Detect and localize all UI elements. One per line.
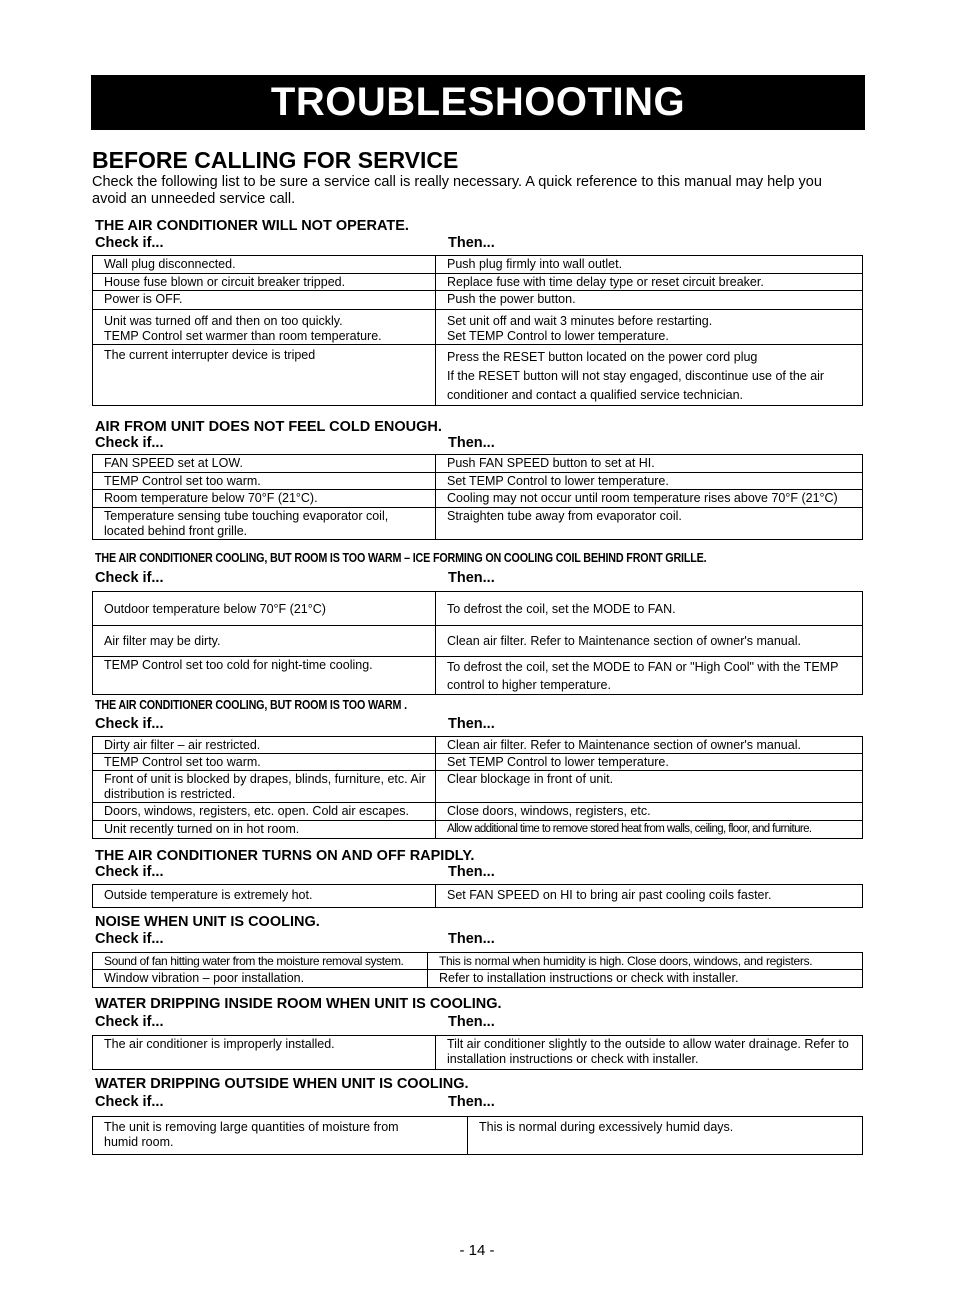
then-cell: Set TEMP Control to lower temperature. — [436, 754, 863, 771]
troubleshooting-table — [92, 952, 863, 988]
page-banner: TROUBLESHOOTING — [91, 75, 865, 130]
check-cell: Outdoor temperature below 70°F (21°C) — [93, 592, 436, 626]
then-header: Then... — [448, 570, 495, 586]
then-cell: Press the RESET button located on the power cord plug If the RESET button will not stay engaged, discontinue use of the air conditioner and contact a qualified service technician. — [436, 345, 863, 406]
section-title: WATER DRIPPING INSIDE ROOM WHEN UNIT IS COOLING. — [95, 996, 502, 1012]
then-cell: Push FAN SPEED button to set at HI. — [436, 455, 863, 473]
check-cell: The air conditioner is improperly installed. — [93, 1036, 436, 1070]
then-header: Then... — [448, 716, 495, 732]
check-cell: Sound of fan hitting water from the moisture removal system. — [93, 953, 428, 970]
check-cell: The current interrupter device is triped — [93, 345, 436, 406]
check-cell: Temperature sensing tube touching evaporator coil, located behind front grille. — [93, 508, 436, 540]
then-cell: Refer to installation instructions or check with installer. — [428, 970, 863, 988]
section-title: THE AIR CONDITIONER COOLING, BUT ROOM IS TOO WARM – ICE FORMING ON COOLING COIL BEHIND FRONT GRILLE. — [95, 551, 707, 565]
check-cell — [93, 310, 436, 345]
table-row — [93, 1117, 863, 1155]
check-cell: Window vibration – poor installation. — [93, 970, 428, 988]
table-row — [93, 754, 863, 771]
then-cell: Set TEMP Control to lower temperature. — [436, 473, 863, 490]
check-cell: Doors, windows, registers, etc. open. Cold air escapes. — [93, 803, 436, 821]
table-row — [93, 274, 863, 291]
check-cell: Dirty air filter – air restricted. — [93, 737, 436, 754]
table-row — [93, 885, 863, 908]
page-number: - 14 - — [459, 1242, 495, 1259]
section-title: NOISE WHEN UNIT IS COOLING. — [95, 914, 320, 930]
then-cell: To defrost the coil, set the MODE to FAN or "High Cool" with the TEMP control to higher temperature. — [436, 657, 863, 695]
check-line: TEMP Control set warmer than room temperature. — [104, 329, 382, 343]
check-if-header: Check if... — [95, 1014, 164, 1030]
then-cell: Clear blockage in front of unit. — [436, 771, 863, 803]
then-line: Set TEMP Control to lower temperature. — [447, 329, 669, 343]
table-row — [93, 803, 863, 821]
section-title: THE AIR CONDITIONER WILL NOT OPERATE. — [95, 218, 409, 234]
then-cell: Clean air filter. Refer to Maintenance section of owner's manual. — [436, 737, 863, 754]
check-cell: Air filter may be dirty. — [93, 626, 436, 657]
check-cell: TEMP Control set too warm. — [93, 754, 436, 771]
then-header: Then... — [448, 931, 495, 947]
check-cell: House fuse blown or circuit breaker tripped. — [93, 274, 436, 291]
troubleshooting-table — [92, 454, 863, 540]
then-header: Then... — [448, 1094, 495, 1110]
check-cell: Room temperature below 70°F (21°C). — [93, 490, 436, 508]
section-title: AIR FROM UNIT DOES NOT FEEL COLD ENOUGH. — [95, 419, 442, 435]
table-row — [93, 737, 863, 754]
then-cell: This is normal when humidity is high. Close doors, windows, and registers. — [428, 953, 863, 970]
then-header: Then... — [448, 1014, 495, 1030]
check-cell: TEMP Control set too warm. — [93, 473, 436, 490]
then-header: Then... — [448, 435, 495, 451]
then-header: Then... — [448, 235, 495, 251]
check-line: Unit was turned off and then on too quickly. — [104, 314, 343, 328]
then-header: Then... — [448, 864, 495, 880]
check-cell: The unit is removing large quantities of moisture from humid room. — [93, 1117, 468, 1155]
check-cell: TEMP Control set too cold for night-time cooling. — [93, 657, 436, 695]
check-if-header: Check if... — [95, 931, 164, 947]
then-cell: Clean air filter. Refer to Maintenance section of owner's manual. — [436, 626, 863, 657]
check-cell: FAN SPEED set at LOW. — [93, 455, 436, 473]
check-if-header: Check if... — [95, 435, 164, 451]
then-cell: Close doors, windows, registers, etc. — [436, 803, 863, 821]
table-row — [93, 490, 863, 508]
troubleshooting-table — [92, 1116, 863, 1155]
then-cell: To defrost the coil, set the MODE to FAN. — [436, 592, 863, 626]
check-cell: Wall plug disconnected. — [93, 256, 436, 274]
table-row — [93, 821, 863, 839]
check-if-header: Check if... — [95, 716, 164, 732]
table-row — [93, 345, 863, 406]
table-row — [93, 1036, 863, 1070]
then-cell: Tilt air conditioner slightly to the outside to allow water drainage. Refer to installation instructions or check with installer. — [436, 1036, 863, 1070]
then-cell — [436, 310, 863, 345]
then-cell: This is normal during excessively humid days. — [468, 1117, 863, 1155]
check-if-header: Check if... — [95, 1094, 164, 1110]
troubleshooting-table — [92, 736, 863, 839]
check-if-header: Check if... — [95, 235, 164, 251]
check-cell: Unit recently turned on in hot room. — [93, 821, 436, 839]
then-cell: Straighten tube away from evaporator coil. — [436, 508, 863, 540]
table-row — [93, 953, 863, 970]
intro-text: Check the following list to be sure a service call is really necessary. A quick reference to this manual may help you avoid an unneeded service call. — [92, 174, 822, 207]
troubleshooting-table — [92, 255, 863, 406]
table-row — [93, 473, 863, 490]
troubleshooting-table — [92, 884, 863, 908]
then-cell: Push plug firmly into wall outlet. — [436, 256, 863, 274]
then-cell: Set FAN SPEED on HI to bring air past cooling coils faster. — [436, 885, 863, 908]
troubleshooting-table — [92, 1035, 863, 1070]
section-title: THE AIR CONDITIONER TURNS ON AND OFF RAPIDLY. — [95, 848, 475, 864]
section-title: THE AIR CONDITIONER COOLING, BUT ROOM IS TOO WARM . — [95, 698, 407, 712]
check-if-header: Check if... — [95, 864, 164, 880]
table-row — [93, 508, 863, 540]
table-row — [93, 256, 863, 274]
check-if-header: Check if... — [95, 570, 164, 586]
table-row — [93, 291, 863, 310]
table-row — [93, 657, 863, 695]
table-row — [93, 771, 863, 803]
check-cell: Outside temperature is extremely hot. — [93, 885, 436, 908]
table-row — [93, 626, 863, 657]
check-cell: Power is OFF. — [93, 291, 436, 310]
table-row — [93, 310, 863, 345]
section-title: WATER DRIPPING OUTSIDE WHEN UNIT IS COOLING. — [95, 1076, 469, 1092]
then-cell: Allow additional time to remove stored heat from walls, ceiling, floor, and furniture. — [436, 821, 863, 839]
then-cell: Push the power button. — [436, 291, 863, 310]
then-line: Set unit off and wait 3 minutes before restarting. — [447, 314, 713, 328]
then-cell: Cooling may not occur until room temperature rises above 70°F (21°C) — [436, 490, 863, 508]
then-cell: Replace fuse with time delay type or reset circuit breaker. — [436, 274, 863, 291]
table-row — [93, 592, 863, 626]
page-title: BEFORE CALLING FOR SERVICE — [92, 147, 459, 173]
check-cell: Front of unit is blocked by drapes, blinds, furniture, etc. Air distribution is restricted. — [93, 771, 436, 803]
table-row — [93, 970, 863, 988]
troubleshooting-table — [92, 591, 863, 695]
table-row — [93, 455, 863, 473]
